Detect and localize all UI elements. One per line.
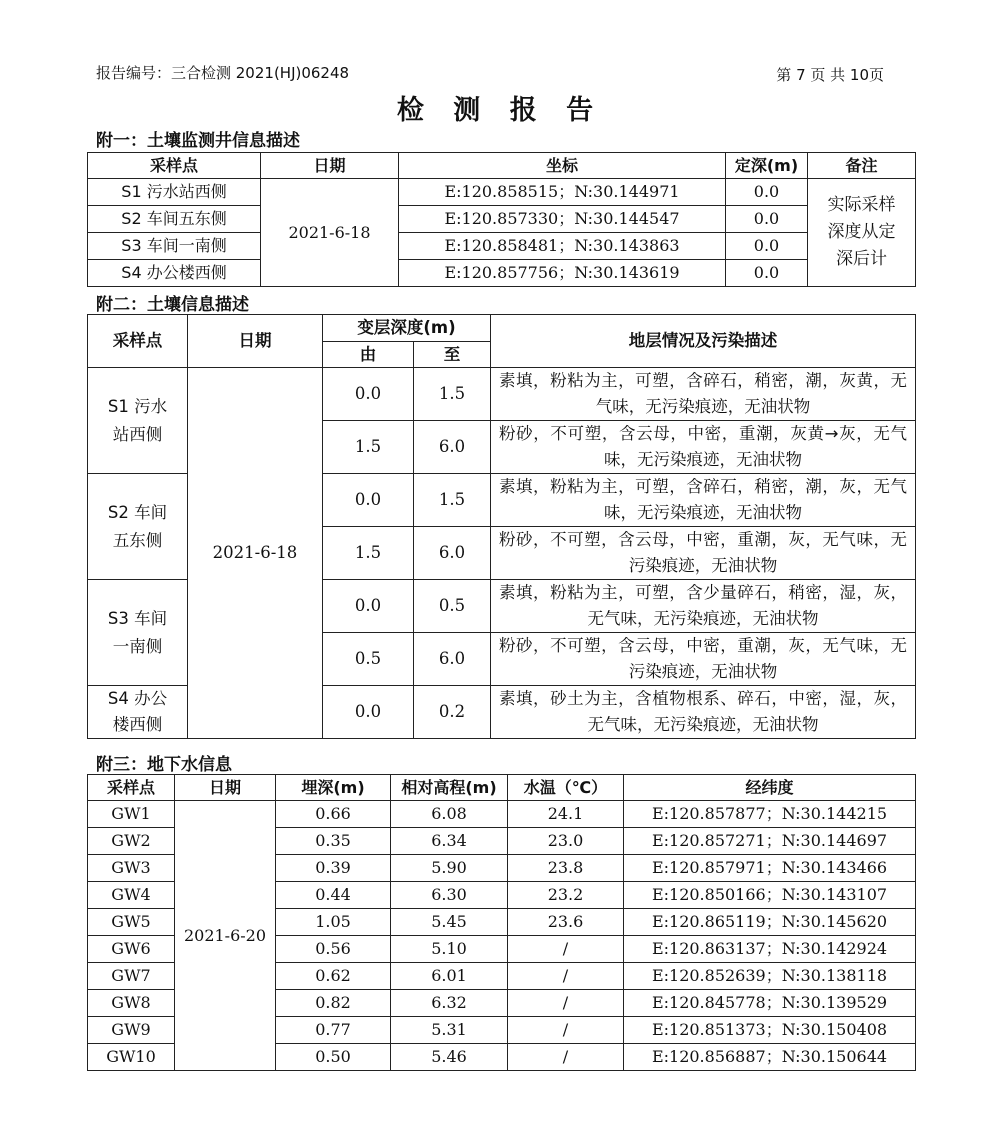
water-temperature: / <box>508 936 624 963</box>
stratum-description: 粉砂，不可塑，含云母，中密，重潮，灰黄→灰，无气味，无污染痕迹，无油状物 <box>491 421 916 474</box>
sample-point: S3 车间一南侧 <box>88 233 261 260</box>
lat-lon: E:120.857877；N:30.144215 <box>624 801 916 828</box>
well-id: GW7 <box>88 963 175 990</box>
burial-depth: 0.56 <box>276 936 391 963</box>
relative-elevation: 5.90 <box>391 855 508 882</box>
burial-depth: 0.50 <box>276 1044 391 1071</box>
burial-depth: 0.44 <box>276 882 391 909</box>
fixed-depth: 0.0 <box>726 260 808 287</box>
water-temperature: 23.2 <box>508 882 624 909</box>
relative-elevation: 6.34 <box>391 828 508 855</box>
col-header: 采样点 <box>88 775 175 801</box>
coordinate: E:120.858481；N:30.143863 <box>399 233 726 260</box>
sample-date: 2021-6-18 <box>261 179 399 287</box>
lat-lon: E:120.857271；N:30.144697 <box>624 828 916 855</box>
well-id: GW4 <box>88 882 175 909</box>
fixed-depth: 0.0 <box>726 206 808 233</box>
water-temperature: 23.6 <box>508 909 624 936</box>
page-indicator: 第 7 页 共 10页 <box>776 66 884 84</box>
stratum-description: 粉砂，不可塑，含云母，中密，重潮，灰，无气味，无污染痕迹，无油状物 <box>491 633 916 686</box>
fixed-depth: 0.0 <box>726 179 808 206</box>
sample-point: S1 污水站西侧 <box>88 368 188 474</box>
table-row <box>88 260 916 287</box>
coordinate: E:120.857330；N:30.144547 <box>399 206 726 233</box>
sample-point: S1 污水站西侧 <box>88 179 261 206</box>
col-header: 日期 <box>261 153 399 179</box>
coordinate: E:120.857756；N:30.143619 <box>399 260 726 287</box>
sample-date: 2021-6-18 <box>188 368 323 739</box>
soil-info-table <box>87 314 916 739</box>
col-header: 备注 <box>808 153 916 179</box>
stratum-description: 素填，粉粘为主，可塑，含碎石，稍密，潮，灰，无气味，无污染痕迹，无油状物 <box>491 474 916 527</box>
table-row <box>88 206 916 233</box>
stratum-description: 素填，砂土为主，含植物根系、碎石，中密，湿，灰，无气味，无污染痕迹，无油状物 <box>491 686 916 739</box>
burial-depth: 0.66 <box>276 801 391 828</box>
depth-to: 1.5 <box>414 368 491 421</box>
water-temperature: 23.0 <box>508 828 624 855</box>
well-id: GW2 <box>88 828 175 855</box>
well-id: GW1 <box>88 801 175 828</box>
well-id: GW10 <box>88 1044 175 1071</box>
stratum-description: 素填，粉粘为主，可塑，含少量碎石，稍密，湿，灰，无气味，无污染痕迹，无油状物 <box>491 580 916 633</box>
col-header: 埋深(m) <box>276 775 391 801</box>
table-row <box>88 179 916 206</box>
stratum-description: 素填，粉粘为主，可塑，含碎石，稍密，潮，灰黄，无气味，无污染痕迹，无油状物 <box>491 368 916 421</box>
water-temperature: / <box>508 1044 624 1071</box>
table-row <box>88 368 916 421</box>
note: 实际采样深度从定深后计 <box>808 179 916 287</box>
depth-to: 6.0 <box>414 421 491 474</box>
lat-lon: E:120.845778；N:30.139529 <box>624 990 916 1017</box>
burial-depth: 0.39 <box>276 855 391 882</box>
water-temperature: / <box>508 990 624 1017</box>
depth-to: 6.0 <box>414 527 491 580</box>
coordinate: E:120.858515；N:30.144971 <box>399 179 726 206</box>
water-temperature: / <box>508 1017 624 1044</box>
table-row <box>88 233 916 260</box>
sample-point: S4 办公楼西侧 <box>88 686 188 739</box>
relative-elevation: 6.30 <box>391 882 508 909</box>
relative-elevation: 6.32 <box>391 990 508 1017</box>
lat-lon: E:120.852639；N:30.138118 <box>624 963 916 990</box>
relative-elevation: 5.10 <box>391 936 508 963</box>
depth-from: 0.0 <box>323 686 414 739</box>
sample-date: 2021-6-20 <box>175 801 276 1071</box>
col-header: 至 <box>414 342 491 368</box>
col-header: 日期 <box>188 315 323 368</box>
col-header: 地层情况及污染描述 <box>491 315 916 368</box>
relative-elevation: 6.01 <box>391 963 508 990</box>
depth-from: 0.0 <box>323 474 414 527</box>
burial-depth: 0.62 <box>276 963 391 990</box>
col-header: 水温（℃） <box>508 775 624 801</box>
table-header-row <box>88 775 916 801</box>
section2-title: 附二：土壤信息描述 <box>96 295 249 315</box>
sample-point: S2 车间五东侧 <box>88 474 188 580</box>
lat-lon: E:120.851373；N:30.150408 <box>624 1017 916 1044</box>
depth-from: 0.5 <box>323 633 414 686</box>
water-temperature: / <box>508 963 624 990</box>
depth-to: 6.0 <box>414 633 491 686</box>
lat-lon: E:120.865119；N:30.145620 <box>624 909 916 936</box>
page-title: 检 测 报 告 <box>396 95 604 126</box>
soil-well-table <box>87 152 916 287</box>
burial-depth: 1.05 <box>276 909 391 936</box>
groundwater-table <box>87 774 916 1071</box>
fixed-depth: 0.0 <box>726 233 808 260</box>
relative-elevation: 5.46 <box>391 1044 508 1071</box>
well-id: GW6 <box>88 936 175 963</box>
col-header: 变层深度(m) <box>323 315 491 342</box>
burial-depth: 0.82 <box>276 990 391 1017</box>
well-id: GW3 <box>88 855 175 882</box>
well-id: GW5 <box>88 909 175 936</box>
lat-lon: E:120.856887；N:30.150644 <box>624 1044 916 1071</box>
col-header: 采样点 <box>88 315 188 368</box>
lat-lon: E:120.863137；N:30.142924 <box>624 936 916 963</box>
depth-from: 0.0 <box>323 580 414 633</box>
sample-point: S4 办公楼西侧 <box>88 260 261 287</box>
lat-lon: E:120.850166；N:30.143107 <box>624 882 916 909</box>
col-header: 相对高程(m) <box>391 775 508 801</box>
relative-elevation: 6.08 <box>391 801 508 828</box>
col-header: 经纬度 <box>624 775 916 801</box>
depth-from: 1.5 <box>323 527 414 580</box>
burial-depth: 0.35 <box>276 828 391 855</box>
depth-to: 0.5 <box>414 580 491 633</box>
table-header-row <box>88 315 916 342</box>
water-temperature: 23.8 <box>508 855 624 882</box>
depth-to: 0.2 <box>414 686 491 739</box>
col-header: 日期 <box>175 775 276 801</box>
well-id: GW8 <box>88 990 175 1017</box>
col-header: 采样点 <box>88 153 261 179</box>
col-header: 定深(m) <box>726 153 808 179</box>
section1-title: 附一：土壤监测井信息描述 <box>96 131 300 151</box>
sample-point: S3 车间一南侧 <box>88 580 188 686</box>
sample-point: S2 车间五东侧 <box>88 206 261 233</box>
burial-depth: 0.77 <box>276 1017 391 1044</box>
stratum-description: 粉砂，不可塑，含云母，中密，重潮，灰，无气味，无污染痕迹，无油状物 <box>491 527 916 580</box>
depth-to: 1.5 <box>414 474 491 527</box>
well-id: GW9 <box>88 1017 175 1044</box>
col-header: 坐标 <box>399 153 726 179</box>
section3-title: 附三：地下水信息 <box>96 755 232 775</box>
col-header: 由 <box>323 342 414 368</box>
table-row <box>88 801 916 828</box>
water-temperature: 24.1 <box>508 801 624 828</box>
report-number: 报告编号：三合检测 2021(HJ)06248 <box>96 64 350 82</box>
relative-elevation: 5.31 <box>391 1017 508 1044</box>
lat-lon: E:120.857971；N:30.143466 <box>624 855 916 882</box>
table-header-row <box>88 153 916 179</box>
depth-from: 0.0 <box>323 368 414 421</box>
relative-elevation: 5.45 <box>391 909 508 936</box>
depth-from: 1.5 <box>323 421 414 474</box>
